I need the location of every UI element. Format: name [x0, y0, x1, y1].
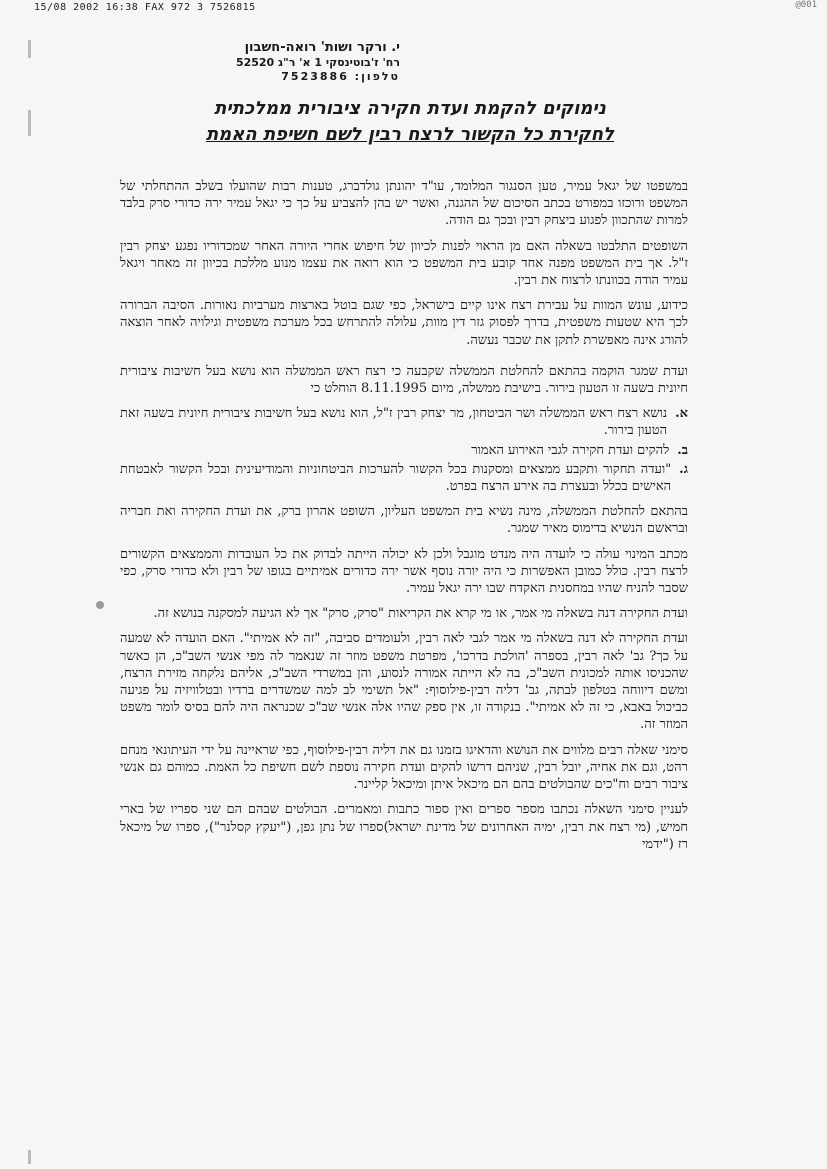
scan-margin-mark [28, 40, 31, 58]
resolution-list [120, 405, 688, 495]
body-paragraph: מכתב המינוי עולה כי לועדה היה מנדט מוגבל ולכן לא יכולה הייתה לבדוק את כל העובדות והממצאים הקשורים לרצח רבין. כולל כמובן האפשרות כי היה יורה נוסף אשר ירה כדורים אמיתיים בגופו של רבין ולא כדורי סרק, כפי שסבר להניח שהיו במחסנית האקדח שבו ירה יגאל עמיר. [120, 546, 688, 597]
body-paragraph: כידוע, עונש המוות על עבירת רצח אינו קיים בישראל, כפי שגם בוטל בארצות מערביות נאורות. הסיבה הברורה לכך היא שטעות משפטית, בדרך לפסוק גזר דין מוות, עלולה להתרחש בכל מערכת משפטית וגילויה לאחר הוצאה להורג אינה מאפשרת לתקן את שכבר נעשה. [120, 298, 688, 348]
resolution-item [120, 405, 688, 439]
resolution-item [120, 461, 688, 495]
body-paragraph: בהתאם להחלטת הממשלה, מינה נשיא בית המשפט העליון, השופט אהרון ברק, את ועדת החקירה ואת חבריה ובראשם הנשיא בדימוס מאיר שמגר. [120, 504, 688, 537]
document-body [120, 178, 688, 861]
letterhead-firm-name: י. ורקר ושות' רואה-חשבון [244, 40, 400, 55]
body-paragraph: השופטים התלבטו בשאלה האם מן הראוי לפנות לכיוון של חיפוש אחרי היורה האחר שמכדוריו נפגע יצחק רבין ז"ל. אך בית המשפט מפנה אחד קובע בית המשפט כי הוא רואה את עצמו מנוע מללכת בכיוון זה מאחר ויגאל עמיר הודה בכוונתו לרצוח את רבין. [120, 238, 688, 289]
scan-speck [96, 601, 104, 609]
letterhead-phone: טלפון: 7523886 [281, 70, 400, 83]
resolution-item [120, 442, 688, 459]
body-paragraph: ועדת החקירה לא דנה בשאלה מי אמר לגבי לאה רבין, ולעומדים סביבה, "זה לא אמיתי". האם הועדה לא שמעה על כך? גב' לאה רבין, בספרה 'הולכת בדרכו', מפרטת משפט מוזר זה שנאמר לה מפי אנשי השב"כ, הן כאשר שהכניסו אותה למכונית השב"כ, בה לא הייתה אמורה לנסוע, והן במשרדי השב"כ, אליהם נלקחה מזירת הרצח, ומשם דיווחה בטלפון לבתה, גב' דליה רבין-פילוסוף: "אל תשימי לב למה שמשדרים ברדיו ובטלוויזיה על פגיעה כביכול באבא, כי זה לא אמיתי". בנקודה זו, אין ספק שהיו אלה אנשי שב"כ שכנראה היה להם בסיס לומר משפט המוזר זה. [120, 631, 688, 733]
letterhead [235, 40, 400, 84]
body-paragraph: ועדת החקירה דנה בשאלה מי אמר, או מי קרא את הקריאות "סרק, סרק" אך לא הגיעה למסקנה בנושא זה. [153, 606, 688, 622]
resolution-text: נושא רצח ראש הממשלה ושר הביטחון, מר יצחק רבין ז"ל, הוא נושא בעל חשיבות ציבורית חיונית בשעה זאת הטעון בירור. [120, 406, 668, 439]
letterhead-address: רח' ז'בוטינסקי 1 א' ר"ג 52520 [235, 56, 400, 70]
scan-margin-mark [28, 1150, 31, 1164]
resolution-marker: א. [675, 406, 688, 422]
body-paragraph: סימני שאלה רבים מלווים את הנושא והדאיגו בזמנו גם את דליה רבין-פילוסוף, כפי שראיינה על ידי העיתונאי מנחם רהט, וגם את אחיה, יובל רבין, שניהם דרשו להקים ועדת חקירה נוספת לשם חשיפת כל האמת. כמוהם גם אנשי ציבור רבים וח"כים שהבולטים בהם הם מיכאל איתן ומיכאל קליינר. [120, 742, 688, 793]
fax-transmission-header: 15/08 2002 16:38 FAX 972 3 7526815 [34, 2, 256, 13]
scan-margin-mark [28, 110, 31, 136]
title-line-2: לחקירת כל הקשור לרצח רבין לשם חשיפת האמת [205, 124, 615, 146]
resolution-marker: ג. [679, 461, 688, 477]
resolution-text: "ועדה תחקור ותקבע ממצאים ומסקנות בכל הקשור להערכות הביטחוניות והמודיעינית ובכל הקשור לאבטחת האישים בכלל ובעצרת בה אירע הרצח בפרט. [120, 461, 672, 495]
fax-page-marker: @001 [795, 0, 817, 10]
document-title [150, 96, 670, 148]
body-paragraph: ועדת שמגר הוקמה בהתאם להחלטת הממשלה שקבעה כי רצח ראש הממשלה הוא נושא בעל חשיבות ציבורית חיונית בשעה זו הטעון בירור. בישיבת ממשלה, מיום 8.11.1995 הוחלט כי [120, 363, 688, 397]
body-paragraph: במשפטו של יגאל עמיר, טען הסנגור המלומד, עו"ד יהונתן גולדברג, טענות רבות שהועלו בשלב ההתחלתי של המשפט ורוכזו במפורט בכתב הסיכום של ההגנה, ואשר יש בהן להצביע על כך כי יגאל עמיר ירה כדורי סרק בלבד למרות שהתכוון לפגוע ביצחק רבין ובכך גם הודה. [120, 179, 688, 229]
resolution-marker: ב. [677, 442, 688, 458]
resolution-text: להקים ועדת חקירה לגבי האירוע האמור [471, 442, 670, 458]
title-line-1: נימוקים להקמת ועדת חקירה ציבורית ממלכתית [214, 98, 606, 119]
body-paragraph: לעניין סימני השאלה נכתבו מספר ספרים ואין ספור כתבות ומאמרים. הבולטים שבהם הם שני ספריו של בארי חמיש, (מי רצח את רבין, ימיה האחרונים של מדינת ישראל)ספרו של נתן גפן, ("יעקץ קסלנר"), ספרו של מיכאל רז ("ידמי [120, 802, 688, 852]
